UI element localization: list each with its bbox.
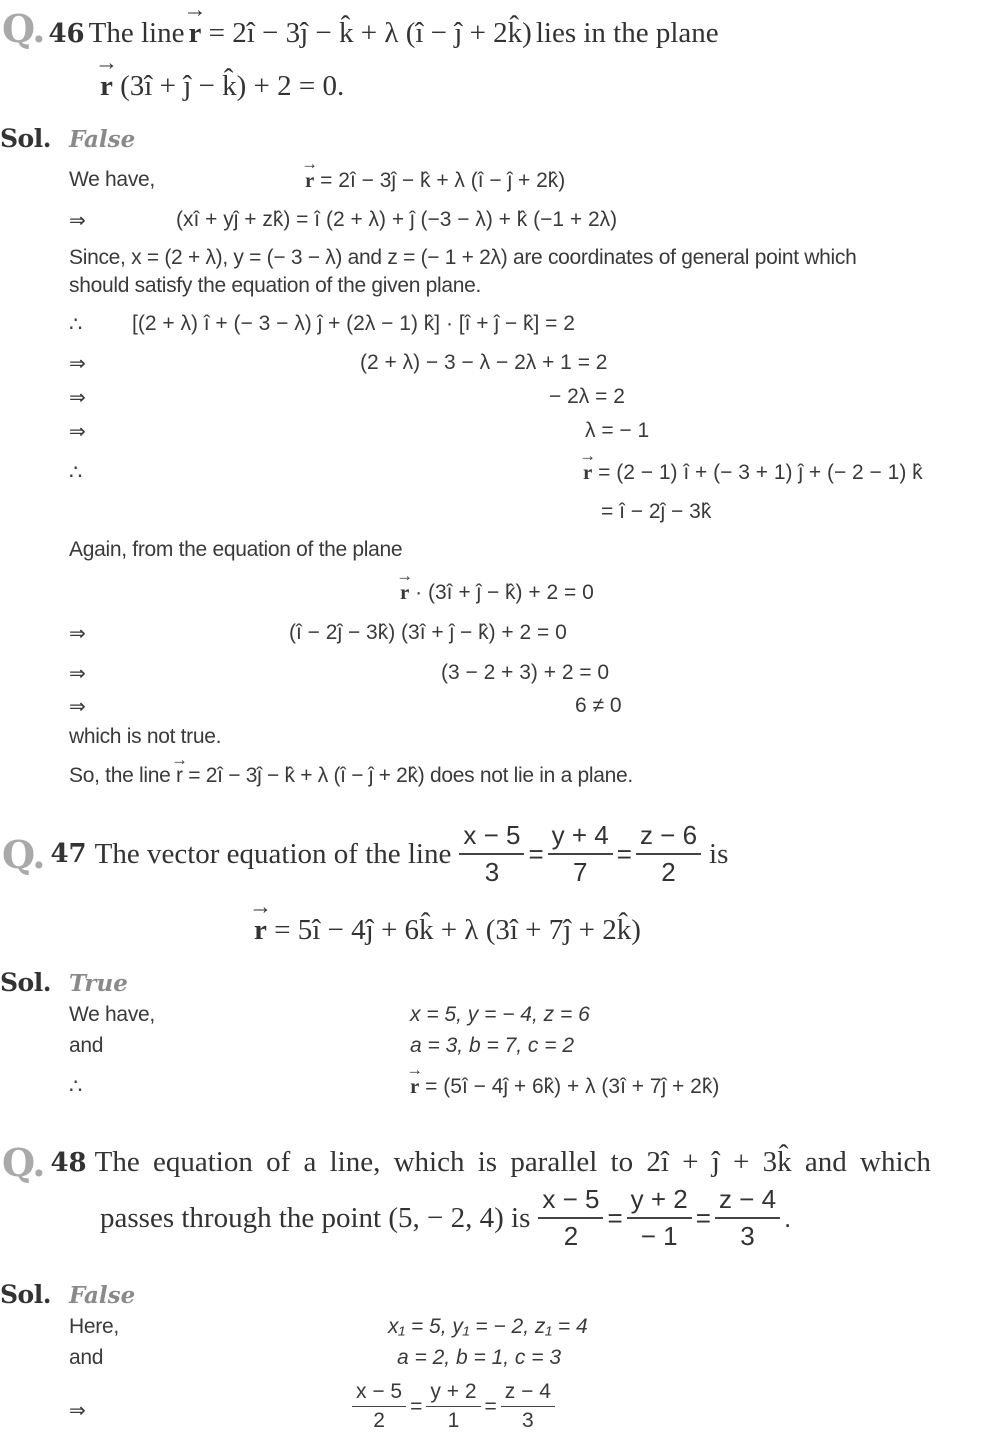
fraction: $\frac{z - 4}{3}$	[715, 1184, 780, 1252]
step-expr: = î − 2ĵ − 3k̂	[601, 500, 712, 523]
question-text-prefix: The vector equation of the line	[94, 837, 452, 870]
paragraph-text: Since, x = (2 + λ), y = (− 3 − λ) and z = (− 1 + 2λ) are coordinates of general point which	[69, 246, 857, 269]
step-expr: λ = − 1	[585, 419, 650, 442]
step-expr: a = 2, b = 1, c = 3	[397, 1346, 562, 1369]
implies-symbol: ⇒	[69, 661, 86, 685]
equals-sign: =	[484, 1394, 497, 1418]
question-text-suffix: lies in the plane	[535, 17, 719, 49]
paragraph-text: which is not true.	[69, 725, 222, 748]
question-marker: Q.	[2, 831, 45, 877]
question-header	[2, 1140, 931, 1185]
question-line-2	[254, 914, 641, 947]
question-text-line-1: The equation of a line, which is parallel to 2î + ĵ + 3k̂ and which	[94, 1146, 931, 1178]
equals-sign: =	[607, 1202, 623, 1233]
step-lead: and	[69, 1034, 104, 1057]
step-lead: and	[69, 1346, 104, 1369]
vector-r: → r	[188, 17, 201, 50]
therefore-symbol: ∴	[69, 1075, 83, 1098]
step-expr	[410, 1074, 719, 1099]
question-number: 48	[50, 1147, 87, 1178]
implies-symbol: ⇒	[69, 694, 86, 718]
fraction: $\frac{x - 5}{2}$	[538, 1184, 603, 1252]
equals-sign: =	[528, 838, 544, 869]
solution-verdict: False	[68, 126, 136, 153]
solution-header	[0, 1280, 135, 1309]
solution-header	[0, 968, 128, 997]
paragraph-text: Again, from the equation of the plane	[69, 538, 403, 561]
fraction: $\frac{y + 2}{1}$	[426, 1380, 480, 1433]
question-equation: = 2î − 3ĵ − k̂ + λ (î − ĵ + 2k̂)	[208, 17, 532, 49]
expr-text: = 2î − 3ĵ − k̂ + λ (î − ĵ + 2k̂)	[188, 764, 425, 787]
step-expr: − 2λ = 2	[549, 385, 625, 408]
step-expr	[583, 460, 923, 485]
step-lead: Here,	[69, 1315, 119, 1338]
question-number: 47	[50, 839, 87, 869]
fraction: $\frac{x - 5}{2}$	[352, 1380, 406, 1433]
solution-label: Sol.	[0, 124, 51, 153]
conclusion-suffix: does not lie in a plane.	[429, 764, 633, 787]
vector-r: → r	[305, 168, 314, 193]
solution-label: Sol.	[0, 968, 51, 997]
fraction: $\frac{z - 6}{2}$	[636, 820, 701, 888]
conclusion-prefix: So, the line	[69, 764, 171, 787]
step-lead: We have,	[69, 168, 155, 191]
implies-symbol: ⇒	[69, 351, 86, 375]
expr-text: = (5î − 4ĵ + 6k̂) + λ (3î + 7ĵ + 2k̂)	[425, 1075, 720, 1098]
implies-symbol: ⇒	[69, 419, 86, 443]
question-line-2	[100, 70, 344, 103]
question-text-prefix: passes through the point (5, − 2, 4) is	[100, 1201, 531, 1234]
fraction: $\frac{x - 5}{3}$	[459, 820, 524, 888]
expr-text: = 2î − 3ĵ − k̂ + λ (î − ĵ + 2k̂)	[320, 169, 566, 192]
expr-text: · (3î + ĵ − k̂) + 2 = 0	[415, 581, 594, 604]
question-number: 46	[48, 19, 85, 49]
step-expr: a = 3, b = 7, c = 2	[410, 1034, 575, 1057]
step-expr: x₁ = 5, y₁ = − 2, z₁ = 4	[388, 1315, 588, 1338]
plane-equation: (3î + ĵ − k̂) + 2 = 0.	[120, 70, 345, 102]
question-text-prefix: The line	[88, 17, 185, 49]
implies-symbol: ⇒	[69, 1398, 86, 1422]
paragraph-text: should satisfy the equation of the given plane.	[69, 274, 482, 297]
step-expr	[305, 168, 565, 193]
question-header	[2, 820, 728, 888]
vector-r: → r	[254, 914, 267, 947]
implies-symbol: ⇒	[69, 208, 86, 232]
solution-verdict: True	[68, 970, 128, 997]
implies-symbol: ⇒	[69, 385, 86, 409]
equals-sign: =	[695, 1202, 711, 1233]
step-expr: 6 ≠ 0	[575, 694, 622, 717]
expr-text: = (2 − 1) î + (− 3 + 1) ĵ + (− 2 − 1) k̂	[598, 461, 923, 484]
question-marker: Q.	[2, 1140, 45, 1185]
step-expr: (2 + λ) − 3 − λ − 2λ + 1 = 2	[360, 351, 608, 374]
step-expr	[400, 580, 594, 605]
vector-r: → r	[100, 70, 113, 103]
step-expr: (3 − 2 + 3) + 2 = 0	[441, 661, 610, 684]
step-expr	[348, 1380, 559, 1433]
therefore-symbol: ∴	[69, 313, 83, 336]
step-expr: (î − 2ĵ − 3k̂) (3î + ĵ − k̂) + 2 = 0	[289, 621, 567, 644]
step-expr: x = 5, y = − 4, z = 6	[410, 1003, 590, 1026]
equals-sign: =	[410, 1394, 423, 1418]
fraction: $\frac{y + 2}{- 1}$	[627, 1184, 692, 1252]
conclusion-line	[69, 764, 633, 788]
equals-sign: =	[616, 838, 632, 869]
question-marker: Q.	[2, 6, 45, 51]
period: .	[784, 1202, 792, 1233]
step-lead: We have,	[69, 1003, 155, 1026]
vector-r: → r	[400, 580, 409, 605]
fraction: $\frac{y + 4}{7}$	[548, 820, 613, 888]
solution-label: Sol.	[0, 1280, 51, 1309]
step-expr: [(2 + λ) î + (− 3 − λ) ĵ + (2λ − 1) k̂] · [î + ĵ − k̂] = 2	[132, 312, 575, 335]
vector-r: → r	[410, 1074, 419, 1099]
step-expr: (xî + yĵ + zk̂) = î (2 + λ) + ĵ (−3 − λ) + k̂ (−1 + 2λ)	[176, 208, 618, 231]
solution-header	[0, 124, 135, 153]
fraction: $\frac{z - 4}{3}$	[501, 1380, 555, 1433]
vector-equation: = 5î − 4ĵ + 6k̂ + λ (3î + 7ĵ + 2k̂)	[274, 914, 641, 946]
question-line-2	[100, 1184, 791, 1252]
question-header	[2, 6, 719, 51]
implies-symbol: ⇒	[69, 621, 86, 645]
vector-r: → r	[176, 764, 183, 788]
question-text-suffix: is	[709, 837, 729, 870]
therefore-symbol: ∴	[69, 461, 83, 484]
vector-r: → r	[583, 460, 592, 485]
solution-verdict: False	[68, 1282, 136, 1309]
